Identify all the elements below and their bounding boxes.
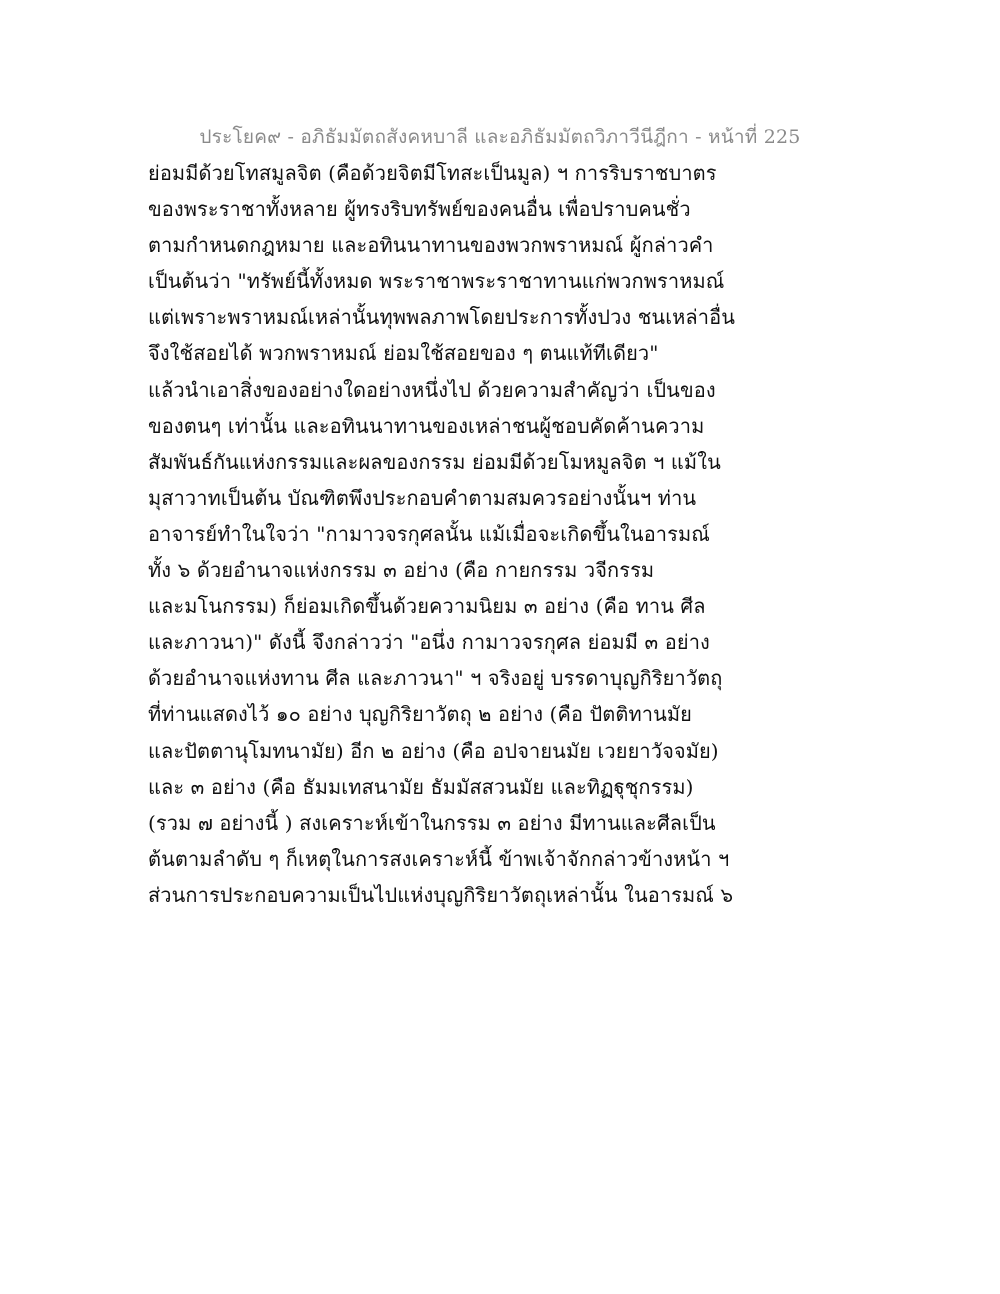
- text-line: ย่อมมีด้วยโทสมูลจิต (คือด้วยจิตมีโทสะเป็นมูล) ฯ การริบราชบาตร: [148, 161, 717, 185]
- text-line: สัมพันธ์กันแห่งกรรมและผลของกรรม ย่อมมีด้วยโมหมูลจิต ฯ แม้ใน: [148, 449, 721, 474]
- text-line: (รวม ๗ อย่างนี้ ) สงเคราะห์เข้าในกรรม ๓ อย่าง มีทานและศีลเป็น: [148, 810, 716, 835]
- running-header: ประโยค๙ - อภิธัมมัตถสังคหบาลี และอภิธัมมัตถวิภาวีนีฎีกา - หน้าที่ 225: [199, 126, 801, 148]
- text-line: เป็นต้นว่า "ทรัพย์นี้ทั้งหมด พระราชาพระราชาทานแก่พวกพราหมณ์: [148, 269, 725, 294]
- text-line: ที่ท่านแสดงไว้ ๑๐ อย่าง บุญกิริยาวัตถุ ๒ อย่าง (คือ ปัตติทานมัย: [148, 702, 692, 727]
- text-line: แล้วนำเอาสิ่งของอย่างใดอย่างหนึ่งไป ด้วยความสำคัญว่า เป็นของ: [148, 377, 716, 402]
- text-line: ของตนๆ เท่านั้น และอทินนาทานของเหล่าชนผู้ชอบคัดค้านความ: [148, 413, 705, 438]
- text-line: แต่เพราะพราหมณ์เหล่านั้นทุพพลภาพโดยประการทั้งปวง ชนเหล่าอื่น: [148, 305, 735, 330]
- text-line: และมโนกรรม) ก็ย่อมเกิดขึ้นด้วยความนิยม ๓ อย่าง (คือ ทาน ศีล: [148, 594, 706, 619]
- body-text: [148, 155, 738, 913]
- text-line: มุสาวาทเป็นต้น บัณฑิตพึงประกอบคำตามสมควรอย่างนั้นฯ ท่าน: [148, 485, 697, 510]
- text-line: จึงใช้สอยได้ พวกพราหมณ์ ย่อมใช้สอยของ ๆ ตนแท้ทีเดียว": [148, 341, 659, 366]
- text-line: ทั้ง ๖ ด้วยอำนาจแห่งกรรม ๓ อย่าง (คือ กายกรรม วจีกรรม: [148, 558, 655, 583]
- text-line: ตามกำหนดกฎหมาย และอทินนาทานของพวกพราหมณ์ ผู้กล่าวคำ: [148, 233, 714, 258]
- text-line: ส่วนการประกอบความเป็นไปแห่งบุญกิริยาวัตถุเหล่านั้น ในอารมณ์ ๖: [148, 882, 734, 907]
- text-line: และปัตตานุโมทนามัย) อีก ๒ อย่าง (คือ อปจายนมัย เวยยาวัจจมัย): [148, 738, 719, 763]
- text-line: ของพระราชาทั้งหลาย ผู้ทรงริบทรัพย์ของคนอื่น เพื่อปราบคนชั่ว: [148, 197, 691, 222]
- text-line: และภาวนา)" ดังนี้ จึงกล่าวว่า "อนึ่ง กามาวจรกุศล ย่อมมี ๓ อย่าง: [148, 630, 710, 655]
- text-line: ด้วยอำนาจแห่งทาน ศีล และภาวนา" ฯ จริงอยู่ บรรดาบุญกิริยาวัตถุ: [148, 666, 723, 691]
- text-line: และ ๓ อย่าง (คือ ธัมมเทสนามัย ธัมมัสสวนมัย และทิฏฐุชุกรรม): [148, 774, 694, 799]
- text-line: อาจารย์ทำในใจว่า "กามาวจรกุศลนั้น แม้เมื่อจะเกิดขึ้นในอารมณ์: [148, 521, 710, 546]
- text-line: ต้นตามลำดับ ๆ ก็เหตุในการสงเคราะห์นี้ ข้าพเจ้าจักกล่าวข้างหน้า ฯ: [148, 846, 730, 871]
